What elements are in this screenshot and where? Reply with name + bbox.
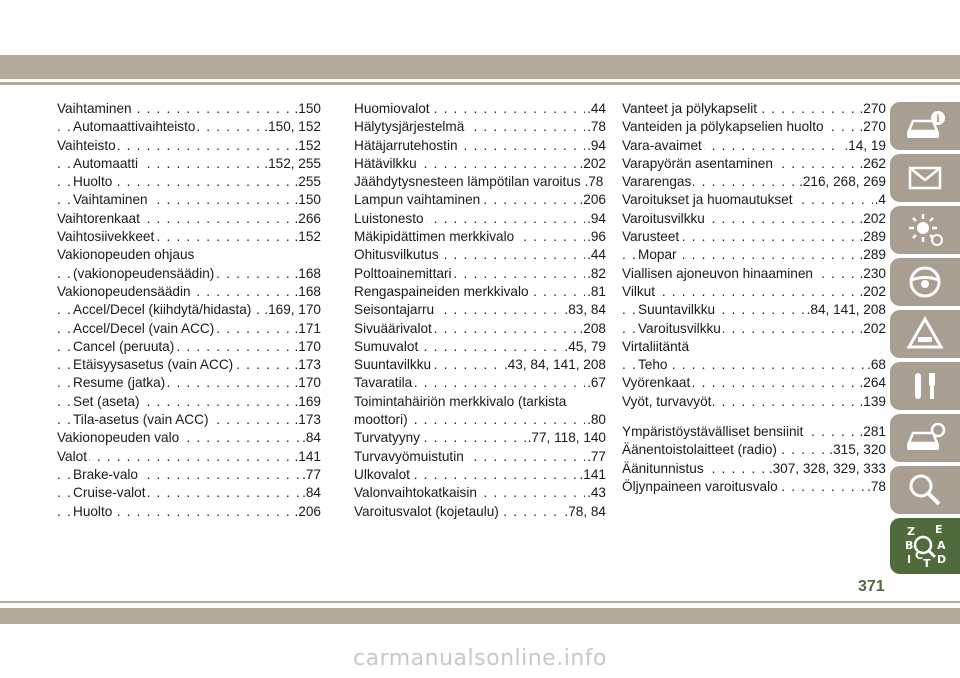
index-entry <box>57 137 321 155</box>
index-entry <box>622 356 886 374</box>
index-entry <box>622 301 886 319</box>
page-reference: .170 <box>293 338 321 356</box>
index-entry <box>57 484 321 502</box>
index-term: Tavaratila <box>354 375 413 391</box>
index-entry <box>622 338 886 356</box>
index-term: Rengaspaineiden merkkivalo <box>354 283 529 299</box>
page-reference: .44 <box>585 100 606 118</box>
tools-icon <box>903 367 947 405</box>
index-term: Vaihtaminen <box>73 192 148 208</box>
index-term: Seisontajarru <box>354 302 435 318</box>
chapter-tabs <box>890 102 960 578</box>
index-entry <box>57 466 321 484</box>
page-reference: .150 <box>293 100 321 118</box>
tab-search[interactable] <box>890 466 960 514</box>
page-reference: .152 <box>293 228 321 246</box>
index-entry <box>354 374 606 392</box>
page-reference: .168 <box>293 265 321 283</box>
index-entry <box>622 210 886 228</box>
index-entry <box>57 448 321 466</box>
page-reference: .78, 84 <box>562 503 606 521</box>
index-term: Valot <box>57 448 87 464</box>
envelope-icon <box>903 159 947 197</box>
index-term: Resume (jatka) <box>73 375 166 391</box>
page-reference: .82 <box>585 265 606 283</box>
index-entry <box>354 503 606 521</box>
index-entry <box>57 191 321 209</box>
index-entry <box>57 118 321 136</box>
index-entry <box>622 191 886 209</box>
index-entry <box>354 301 606 319</box>
index-entry <box>354 155 606 173</box>
index-term: Viallisen ajoneuvon hinaaminen <box>622 265 813 281</box>
index-entry <box>57 429 321 447</box>
page-reference: .14, 19 <box>842 137 886 155</box>
index-entry <box>354 466 606 484</box>
page-reference: .78 <box>585 118 606 136</box>
index-entry <box>57 374 321 392</box>
index-term: moottori) <box>354 412 408 428</box>
index-column-1 <box>57 100 321 521</box>
index-term: Automaatti <box>73 155 138 171</box>
index-term: Vaihtorenkaat <box>57 210 140 226</box>
index-column-3 <box>622 100 886 496</box>
index-entry <box>354 246 606 264</box>
index-term: Äänitunnistus <box>622 460 704 476</box>
page-reference: .44 <box>585 246 606 264</box>
page-reference: .67 <box>585 374 606 392</box>
index-entry <box>57 265 321 283</box>
index-term: Vararengas <box>622 174 692 190</box>
index-entry <box>354 100 606 118</box>
hazard-car-icon <box>903 315 947 353</box>
page-reference: .84 <box>300 429 321 447</box>
page-reference: .216, 268, 269 <box>797 173 886 191</box>
index-entry <box>354 393 606 411</box>
index-term: Sumuvalot <box>354 338 419 354</box>
index-term: Turvavyömuistutin <box>354 448 464 464</box>
index-entry <box>622 441 886 459</box>
car-service-icon <box>903 419 947 457</box>
index-term: Vaihtaminen <box>57 101 132 116</box>
index-column-2 <box>354 100 606 521</box>
page-reference: .289 <box>858 246 886 264</box>
index-entry <box>622 423 886 441</box>
index-entry <box>622 478 886 496</box>
index-term: Jäähdytysnesteen lämpötilan varoitus .78 <box>354 174 604 190</box>
index-entry <box>622 100 886 118</box>
index-term: Accel/Decel (kiihdytä/hidasta) <box>73 302 252 318</box>
index-letter: D <box>937 553 947 566</box>
page-reference: .150 <box>293 191 321 209</box>
svg-text:i: i <box>936 114 940 125</box>
page-reference: .152, 255 <box>262 155 321 173</box>
page-reference: .230 <box>858 265 886 283</box>
page-reference: .315, 320 <box>827 441 886 459</box>
page-reference: .307, 328, 329, 333 <box>767 460 886 478</box>
index-term: Mopar <box>638 247 677 263</box>
index-term: Hätäjarrutehostin <box>354 137 458 153</box>
index-entry <box>354 173 606 191</box>
page-reference: .43 <box>585 484 606 502</box>
index-term: Vaihteisto <box>57 137 116 153</box>
index-term: Sivuäärivalot <box>354 320 432 336</box>
index-term: Vyörenkaat <box>622 375 691 391</box>
page-reference: .84 <box>300 484 321 502</box>
index-term: Teho <box>638 357 668 373</box>
index-entry <box>57 246 321 264</box>
index-entry <box>354 320 606 338</box>
tab-index[interactable] <box>890 518 960 574</box>
index-term: Valonvaihtokatkaisin <box>354 485 477 501</box>
index-term: Luistonesto <box>354 210 424 226</box>
index-term: Varapyörän asentaminen <box>622 155 773 171</box>
index-term: Varoitukset ja huomautukset <box>622 192 793 208</box>
index-term: Suuntavilkku <box>354 357 432 373</box>
tab-specifications[interactable] <box>890 414 960 462</box>
page-reference: .169, 170 <box>262 301 321 319</box>
index-entry <box>354 429 606 447</box>
index-entry <box>57 155 321 173</box>
index-term: Toimintahäiriön merkkivalo (tarkista <box>354 393 567 409</box>
top-margin <box>0 0 960 54</box>
tab-maintenance[interactable] <box>890 362 960 410</box>
page-reference: .77 <box>585 448 606 466</box>
page-reference: .78 <box>865 478 886 496</box>
page-reference: .141 <box>578 466 606 484</box>
index-entry <box>57 503 321 521</box>
index-term: Varoitusvalot (kojetaulu) <box>354 503 499 519</box>
index-entry <box>57 283 321 301</box>
index-term: Turvatyyny <box>354 430 420 446</box>
tab-dashboard[interactable] <box>890 206 960 254</box>
index-letter: Z <box>907 525 915 538</box>
index-term: Vyöt, turvavyöt <box>622 393 712 409</box>
index-term: Ohitusvilkutus <box>354 247 439 263</box>
index-entry <box>622 374 886 392</box>
index-term: Automaattivaihteisto <box>73 119 196 135</box>
page-reference: .264 <box>858 374 886 392</box>
steering-wheel-icon <box>903 263 947 301</box>
page-reference: .255 <box>293 173 321 191</box>
index-entry <box>57 228 321 246</box>
index-entry <box>622 265 886 283</box>
index-entry <box>57 356 321 374</box>
index-entry <box>622 228 886 246</box>
page-reference: .83, 84 <box>562 301 606 319</box>
page-reference: .171 <box>293 320 321 338</box>
index-entry <box>354 283 606 301</box>
header-bar <box>0 55 960 79</box>
spacer <box>622 411 886 423</box>
index-term: Tila-asetus (vain ACC) <box>73 412 209 428</box>
page-reference: .68 <box>865 356 886 374</box>
tab-emergency[interactable] <box>890 310 960 358</box>
page-reference: .77, 118, 140 <box>526 429 606 447</box>
index-term: Huomiovalot <box>354 101 430 116</box>
index-term: (vakionopeudensäädin) <box>73 265 215 281</box>
index-term: Hälytysjärjestelmä <box>354 119 465 135</box>
index-entry <box>57 411 321 429</box>
page-reference: .94 <box>585 137 606 155</box>
index-entry <box>622 460 886 478</box>
index-entry <box>354 484 606 502</box>
index-entry <box>622 283 886 301</box>
index-term: Mäkipidättimen merkkivalo <box>354 229 515 245</box>
index-entry <box>57 210 321 228</box>
index-term: Set (aseta) <box>73 393 140 409</box>
page-reference: .77 <box>300 466 321 484</box>
index-term: Huolto <box>73 174 113 190</box>
index-term: Cruise-valot <box>73 485 146 501</box>
index-term: Vakionopeuden ohjaus <box>57 247 195 263</box>
index-term: Cancel (peruuta) <box>73 338 175 354</box>
index-entry <box>354 137 606 155</box>
page-reference: .94 <box>585 210 606 228</box>
index-entry <box>622 118 886 136</box>
index-entry <box>57 393 321 411</box>
index-term: Öljynpaineen varoitusvalo <box>622 478 778 494</box>
page-reference: .270 <box>858 118 886 136</box>
footer-bar <box>0 608 960 624</box>
page-reference: .81 <box>585 283 606 301</box>
page-reference: .281 <box>858 423 886 441</box>
page-reference: .45, 79 <box>562 338 606 356</box>
index-letter: E <box>935 523 943 536</box>
index-term: Accel/Decel (vain ACC) <box>73 320 215 336</box>
page-reference: .173 <box>293 411 321 429</box>
index-term: Virtaliitäntä <box>622 338 689 354</box>
index-term: Äänentoistolaitteet (radio) <box>622 442 777 458</box>
header-rule <box>0 82 960 85</box>
page-reference: .206 <box>578 191 606 209</box>
page-reference: .202 <box>578 155 606 173</box>
page-reference: .202 <box>858 283 886 301</box>
index-letter: I <box>907 553 912 566</box>
index-term: Vanteet ja pölykapselit <box>622 101 758 116</box>
index-term: Ympäristöystävälliset bensiinit <box>622 424 804 440</box>
page-reference: .84, 141, 208 <box>805 301 886 319</box>
index-letter: B <box>905 539 914 552</box>
index-entry <box>622 393 886 411</box>
watermark: carmanualsonline.info <box>353 646 607 671</box>
index-term: Suuntavilkku <box>638 302 716 318</box>
index-entry <box>354 356 606 374</box>
index-term: Vaihtosiivekkeet <box>57 229 155 245</box>
page-reference: .173 <box>293 356 321 374</box>
index-term: Varoitusvilkku <box>622 210 705 226</box>
index-entry <box>622 173 886 191</box>
page-reference: .170 <box>293 374 321 392</box>
index-term: Vilkut <box>622 283 655 299</box>
sun-dashboard-icon <box>903 211 947 249</box>
car-info-icon <box>903 107 947 145</box>
index-entry <box>354 210 606 228</box>
page-reference: .150, 152 <box>262 118 321 136</box>
page-reference: .152 <box>293 137 321 155</box>
page-reference: .208 <box>578 320 606 338</box>
index-term: Polttoainemittari <box>354 265 452 281</box>
index-entry <box>354 448 606 466</box>
index-term: Vara-avaimet <box>622 137 702 153</box>
index-entry <box>622 137 886 155</box>
page-reference: .139 <box>858 393 886 411</box>
index-entry <box>354 118 606 136</box>
page-reference: .202 <box>858 210 886 228</box>
index-entry <box>57 100 321 118</box>
tab-driving[interactable] <box>890 258 960 306</box>
index-term: Huolto <box>73 503 113 519</box>
index-term: Ulkovalot <box>354 466 410 482</box>
tab-messages[interactable] <box>890 154 960 202</box>
footer-rule <box>0 601 960 603</box>
page-reference: .96 <box>585 228 606 246</box>
index-term: Etäisyysasetus (vain ACC) <box>73 357 234 373</box>
index-entry <box>354 265 606 283</box>
magnifier-icon <box>903 471 947 509</box>
index-entry <box>57 338 321 356</box>
page-reference: .4 <box>873 191 886 209</box>
index-entry <box>354 338 606 356</box>
page-reference: .266 <box>293 210 321 228</box>
page-reference: .262 <box>858 155 886 173</box>
index-entry <box>622 246 886 264</box>
index-entry <box>354 191 606 209</box>
index-letter: A <box>937 539 946 552</box>
page-reference: .169 <box>293 393 321 411</box>
index-entry <box>57 173 321 191</box>
index-entry <box>622 320 886 338</box>
index-term: Vakionopeuden valo <box>57 430 180 446</box>
page-reference: .202 <box>858 320 886 338</box>
index-entry <box>57 301 321 319</box>
page-reference: .289 <box>858 228 886 246</box>
index-entry <box>57 320 321 338</box>
index-az-icon <box>901 523 949 569</box>
index-term: Varusteet <box>622 229 680 245</box>
index-term: Hätävilkku <box>354 155 417 171</box>
page-reference: .43, 84, 141, 208 <box>502 356 606 374</box>
page-reference: .270 <box>858 100 886 118</box>
page-reference: .206 <box>293 503 321 521</box>
index-letter: C <box>915 549 924 562</box>
tab-car-info[interactable] <box>890 102 960 150</box>
index-letter: T <box>923 557 931 569</box>
page-reference: .141 <box>293 448 321 466</box>
page-reference: .80 <box>585 411 606 429</box>
index-term: Brake-valo <box>73 466 138 482</box>
index-term: Varoitusvilkku <box>638 320 721 336</box>
index-entry <box>354 411 606 429</box>
index-entry <box>622 155 886 173</box>
index-term: Lampun vaihtaminen <box>354 192 481 208</box>
index-term: Vakionopeudensäädin <box>57 283 191 299</box>
index-term: Vanteiden ja pölykapselien huolto <box>622 119 824 135</box>
index-entry <box>354 228 606 246</box>
page-reference: .168 <box>293 283 321 301</box>
page-number: 371 <box>858 578 885 595</box>
